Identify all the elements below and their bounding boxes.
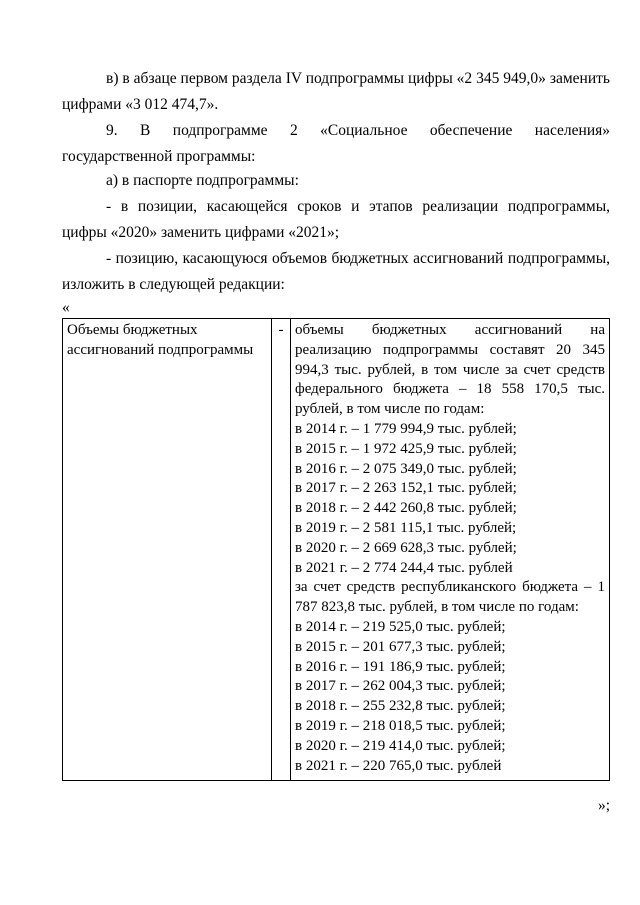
republic-year-2021: в 2021 г. – 220 765,0 тыс. рублей <box>295 757 502 774</box>
federal-year-2019: в 2019 г. – 2 581 115,1 тыс. рублей; <box>295 519 517 536</box>
table-value-cell <box>291 319 610 781</box>
republic-year-2016: в 2016 г. – 191 186,9 тыс. рублей; <box>295 658 506 675</box>
table-label-cell: Объемы бюджетных ассигнований подпрограммы <box>63 319 272 781</box>
republic-year-2014: в 2014 г. – 219 525,0 тыс. рублей; <box>295 618 506 635</box>
opening-quote: « <box>62 299 70 316</box>
federal-year-2014: в 2014 г. – 1 779 994,9 тыс. рублей; <box>295 420 517 437</box>
paragraph-dash-2: - позицию, касающуюся объемов бюджетных ассигнований подпрограммы, изложить в следующей редакции: <box>62 250 610 293</box>
paragraph-dash-1: - в позиции, касающейся сроков и этапов реализации подпрограммы, цифры «2020» заменить цифрами «2021»; <box>62 198 610 241</box>
republic-year-2015: в 2015 г. – 201 677,3 тыс. рублей; <box>295 638 506 655</box>
paragraph-v: в) в абзаце первом раздела IV подпрограммы цифры «2 345 949,0» заменить цифрами «3 012 474,7». <box>62 70 610 113</box>
federal-year-2021: в 2021 г. – 2 774 244,4 тыс. рублей <box>295 559 513 576</box>
republic-year-2018: в 2018 г. – 255 232,8 тыс. рублей; <box>295 698 506 715</box>
budget-intro: объемы бюджетных ассигнований на реализацию подпрограммы составят 20 345 994,3 тыс. рублей, в том числе за счет средств федерального бюджета – 18 558 170,5 тыс. рублей, в том числе по годам: <box>295 322 605 418</box>
paragraph-9: 9. В подпрограмме 2 «Социальное обеспечение населения» государственной программы: <box>62 122 610 165</box>
republic-year-2017: в 2017 г. – 262 004,3 тыс. рублей; <box>295 678 506 695</box>
budget-table <box>62 318 610 781</box>
federal-year-2018: в 2018 г. – 2 442 260,8 тыс. рублей; <box>295 500 517 517</box>
republic-year-2020: в 2020 г. – 219 414,0 тыс. рублей; <box>295 737 506 754</box>
table-row <box>63 319 610 781</box>
republic-intro: за счет средств республиканского бюджета – 1 787 823,8 тыс. рублей, в том числе по годам: <box>295 579 605 616</box>
closing-quote: »; <box>597 797 610 814</box>
federal-year-2016: в 2016 г. – 2 075 349,0 тыс. рублей; <box>295 460 517 477</box>
republic-year-2019: в 2019 г. – 218 018,5 тыс. рублей; <box>295 717 506 734</box>
federal-year-2017: в 2017 г. – 2 263 152,1 тыс. рублей; <box>295 480 517 497</box>
table-dash-cell: - <box>272 319 291 781</box>
federal-year-2015: в 2015 г. – 1 972 425,9 тыс. рублей; <box>295 440 517 457</box>
federal-year-2020: в 2020 г. – 2 669 628,3 тыс. рублей; <box>295 539 517 556</box>
paragraph-a: а) в паспорте подпрограммы: <box>106 172 299 189</box>
